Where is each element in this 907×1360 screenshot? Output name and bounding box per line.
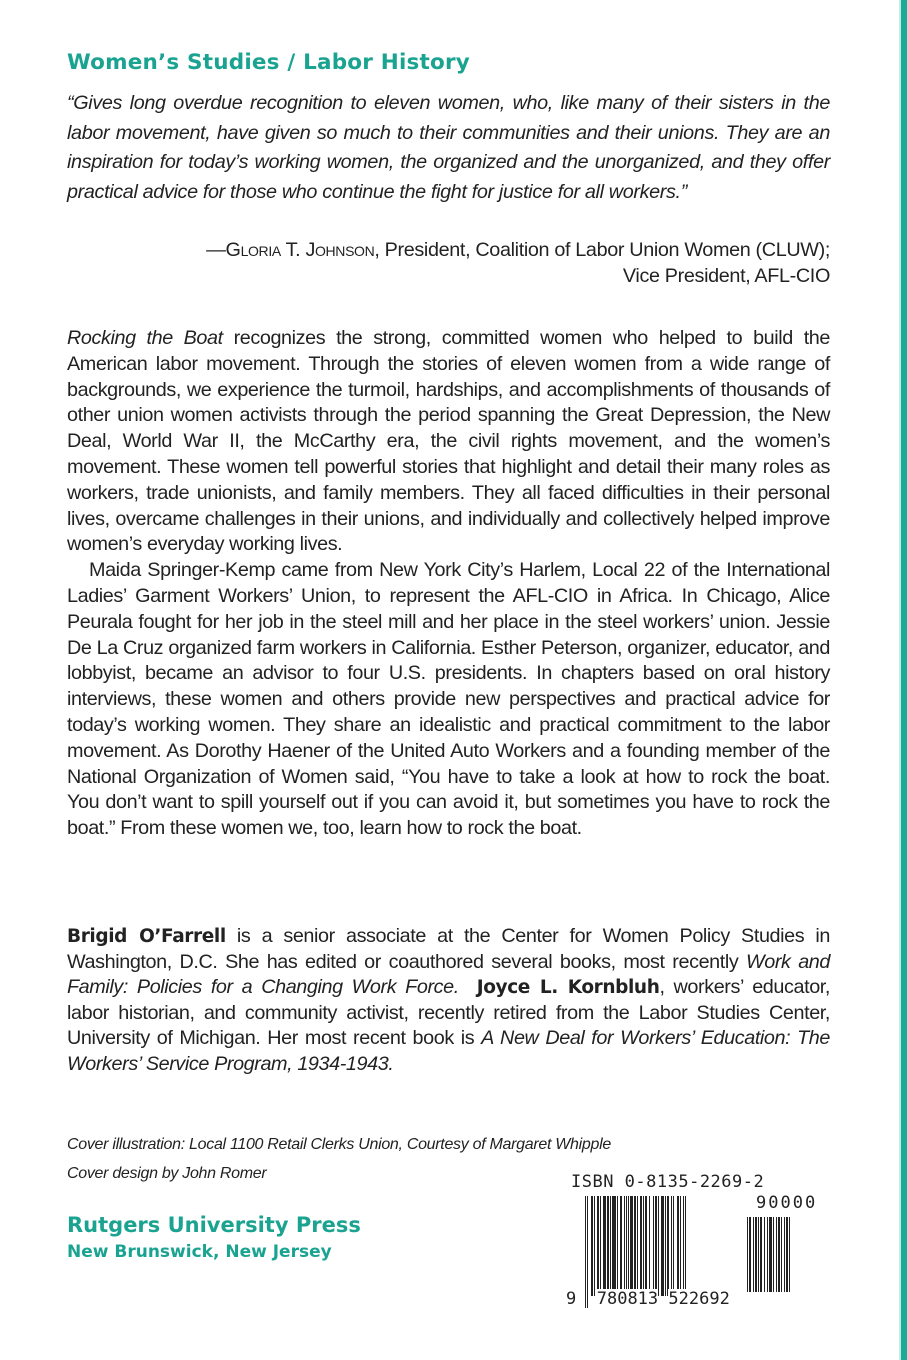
barcode-bar bbox=[603, 1196, 606, 1296]
endorsement-quote: “Gives long overdue recognition to eleven women, who, like many of their sisters in the labor movement, have given so much to their communities and their unions. They are an inspiration for today’s working women, the organized and the unorganized, and they offer practical advice for those who continue the fight for justice for all workers.” bbox=[67, 92, 830, 203]
barcode-bar bbox=[758, 1217, 759, 1292]
barcode-bar bbox=[667, 1196, 669, 1296]
ean-right-digits: 522692 bbox=[668, 1289, 730, 1309]
author-2-name: Joyce L. Kornbluh bbox=[476, 977, 660, 998]
barcode-bar bbox=[661, 1196, 664, 1296]
endorser-name: Gloria T. Johnson bbox=[225, 239, 375, 261]
barcode-bar bbox=[769, 1217, 772, 1292]
barcode-bar bbox=[626, 1196, 627, 1296]
isbn-label: ISBN 0-8135-2269-2 bbox=[571, 1172, 765, 1192]
attribution-line-2: Vice President, AFL-CIO bbox=[622, 265, 830, 287]
barcode-bar bbox=[760, 1217, 762, 1292]
addon-barcode-bars bbox=[747, 1217, 822, 1304]
barcode-bar bbox=[658, 1196, 659, 1296]
barcode-bar bbox=[597, 1196, 599, 1296]
ean-number bbox=[566, 1289, 730, 1309]
author-1-name: Brigid O’Farrell bbox=[67, 926, 226, 947]
description-paragraph-2: Maida Springer-Kemp came from New York City’s Harlem, Local 22 of the International Ladies’ Garment Workers’ Union, to represent the AFL-CIO in Africa. In Chicago, Alice Peurala fought for her job in the steel mill and her place in the steel workers’ union. Jessie De La Cruz organized farm workers in California. Esther Peterson, organizer, educator, and lobbyist, became an advisor to four U.S. presidents. In chapters based on oral history interviews, these women and others provide new perspectives and practical advice for today’s working women. They share an idealistic and practical commitment to the labor movement. As Dorothy Haener of the United Auto Workers and a founding member of the National Organization of Women said, “You have to take a look at how to rock the boat. You don’t want to spill yourself out if you can avoid it, but sometimes you have to rock the boat.” From these women we, too, learn how to rock the boat. bbox=[67, 559, 830, 840]
barcode-bar bbox=[607, 1196, 609, 1296]
barcode-bar bbox=[776, 1217, 777, 1292]
barcode-bar bbox=[680, 1196, 681, 1296]
barcode-bar bbox=[753, 1217, 754, 1292]
barcode-bar bbox=[665, 1196, 666, 1296]
barcode-bar bbox=[778, 1217, 780, 1292]
spine-edge-stripe bbox=[901, 0, 907, 1360]
barcode-bar bbox=[624, 1196, 625, 1296]
barcode-bar bbox=[630, 1196, 633, 1296]
barcode-bar bbox=[781, 1217, 782, 1292]
barcode-bar bbox=[773, 1217, 774, 1292]
barcode-bar bbox=[677, 1196, 679, 1296]
description-paragraph-1 bbox=[67, 326, 830, 558]
barcode-bar bbox=[617, 1196, 618, 1296]
author-1-bio: is a senior associate at the Center for Women Policy Studies in Washington, D.C. She has edited or coauthored several books, most recently bbox=[67, 925, 830, 973]
attribution-line-1 bbox=[67, 237, 830, 263]
cover-design-credit: Cover design by John Romer bbox=[67, 1165, 267, 1182]
barcode-bar bbox=[594, 1196, 595, 1296]
publisher-location: New Brunswick, New Jersey bbox=[67, 1242, 332, 1262]
barcode-bar bbox=[789, 1217, 790, 1292]
ean-left-digits: 780813 bbox=[596, 1289, 659, 1309]
barcode-bar bbox=[610, 1196, 611, 1296]
barcode-bar bbox=[671, 1196, 672, 1296]
category-heading: Women’s Studies / Labor History bbox=[67, 50, 470, 75]
barcode-bar bbox=[747, 1217, 748, 1292]
author-1-book: Work and Family: Policies for a Changing Work Force. bbox=[67, 950, 830, 998]
barcode-bar bbox=[620, 1196, 622, 1296]
paragraph-1-text: recognizes the strong, committed women who helped to build the American labor movement. Through the stories of eleven women from a wide range of backgrounds, we experience the turmoil, hardships, and accomplishments of thousands of other union women activists through the period spanning the Great Depression, the New Deal, World War II, the McCarthy era, the civil rights movement, and the women’s movement. These women tell powerful stories that highlight and detail their many roles as workers, trade unionists, and family members. They all faced difficulties in their personal lives, overcame challenges in their unions, and individually and collectively helped improve women’s everyday working lives. bbox=[67, 327, 830, 556]
price-addon-number: 90000 bbox=[756, 1193, 818, 1213]
barcode-bar bbox=[749, 1217, 751, 1292]
isbn-barcode bbox=[560, 1172, 870, 1312]
barcode-bar bbox=[784, 1217, 785, 1292]
book-description bbox=[67, 326, 830, 842]
barcode-bar bbox=[653, 1196, 654, 1296]
author-2-bio: , workers’ educator, labor historian, and community activist, recently retired from the Labor Studies Center, University of Michigan. Her most recent book is bbox=[67, 976, 830, 1049]
endorser-title: , President, Coalition of Labor Union Women (CLUW); bbox=[374, 239, 830, 261]
barcode-bar bbox=[673, 1196, 674, 1296]
barcode-bar bbox=[649, 1196, 650, 1296]
barcode-bar bbox=[755, 1217, 757, 1292]
barcode-bar bbox=[786, 1217, 788, 1292]
endorsement-attribution bbox=[67, 237, 830, 289]
barcode-bar bbox=[640, 1196, 642, 1296]
ean-first-digit: 9 bbox=[566, 1289, 577, 1309]
barcode-bar bbox=[628, 1196, 629, 1296]
barcode-bar bbox=[655, 1196, 657, 1296]
barcode-bar bbox=[643, 1196, 644, 1296]
publisher-name: Rutgers University Press bbox=[67, 1213, 361, 1237]
barcode-bar bbox=[645, 1196, 647, 1296]
author-2-book: A New Deal for Workers’ Education: The Workers’ Service Program, 1934-1943. bbox=[67, 1027, 830, 1075]
barcode-bar bbox=[612, 1196, 616, 1296]
barcode-bar bbox=[591, 1196, 593, 1296]
barcode-bar bbox=[764, 1217, 765, 1292]
cover-illustration-credit: Cover illustration: Local 1100 Retail Clerks Union, Courtesy of Margaret Whipple bbox=[67, 1136, 611, 1153]
em-dash: — bbox=[206, 239, 226, 261]
barcode-bar bbox=[600, 1196, 601, 1296]
barcode-bar bbox=[767, 1217, 768, 1292]
book-title: Rocking the Boat bbox=[67, 327, 223, 349]
author-bios bbox=[67, 924, 830, 1077]
